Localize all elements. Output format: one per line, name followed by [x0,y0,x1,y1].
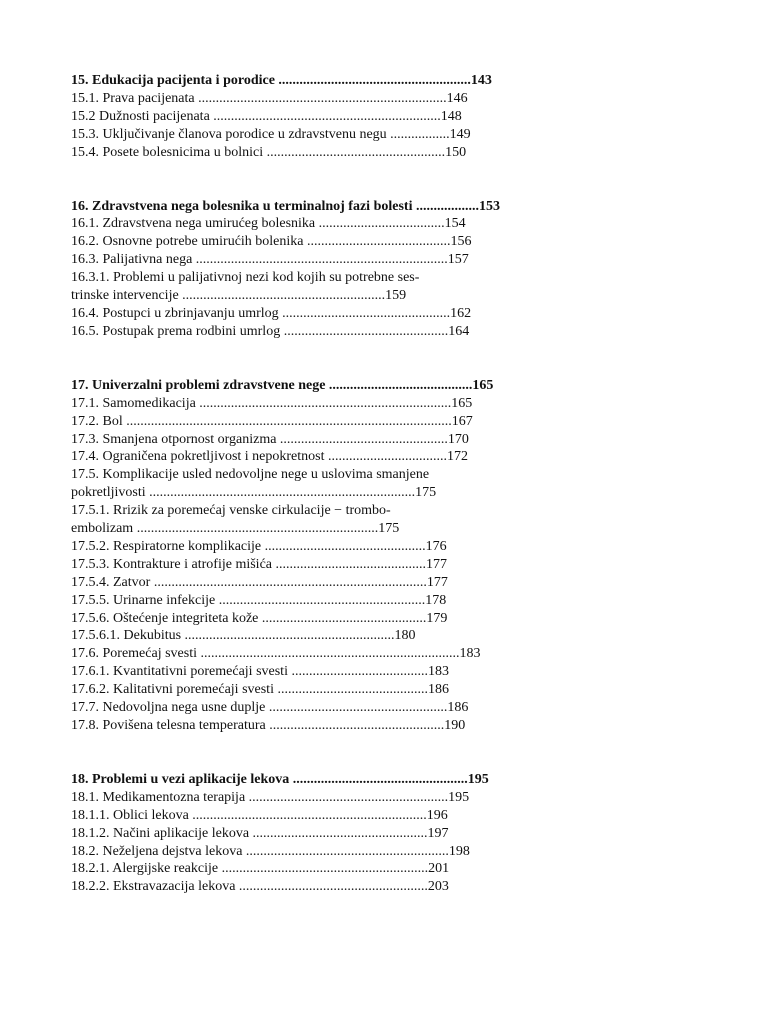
section-spacer [71,162,551,198]
section-spacer [71,341,551,377]
toc-section-15 [71,72,551,162]
toc-entry: 17.6.1. Kvantitativni poremećaji svesti .......................................183 [71,664,449,680]
toc-entry: 16.1. Zdravstvena nega umirućeg bolesnika ....................................154 [71,216,466,232]
toc-entry: 17.4. Ograničena pokretljivost i nepokretnost ..................................172 [71,449,468,465]
section-heading: 17. Univerzalni problemi zdravstvene nege .........................................165 [71,377,494,393]
toc-entry: 17.6. Poremećaj svesti ..........................................................................183 [71,646,481,662]
toc-entry: 17.6.2. Kalitativni poremećaji svesti ...........................................186 [71,682,449,698]
toc-entry: 16.2. Osnovne potrebe umirućih bolenika .........................................156 [71,234,472,250]
toc-entry: 17.5.4. Zatvor ..............................................................................177 [71,574,448,590]
toc-entry: 16.3.1. Problemi u palijativnoj nezi kod kojih su potrebne ses- [71,270,420,286]
toc-entry: 17.5. Komplikacije usled nedovoljne nege u uslovima smanjene [71,467,430,483]
toc-entry: 18.2.2. Ekstravazacija lekova ......................................................203 [71,879,449,895]
toc-entry: 17.5.1. Rrizik za poremećaj venske cirkulacije − trombo- [71,503,391,519]
toc-entry: 17.8. Povišena telesna temperatura ..................................................190 [71,718,466,733]
section-spacer [71,735,551,771]
toc-section-17 [71,377,551,735]
toc-entry: 16.4. Postupci u zbrinjavanju umrlog ................................................162 [71,305,472,321]
section-heading: 16. Zdravstvena nega bolesnika u terminalnoj fazi bolesti ..................153 [71,198,500,214]
toc-entry: 17.5.6. Oštećenje integriteta kože ...............................................179 [71,610,448,626]
toc-entry: 18.2.1. Alergijske reakcije ...........................................................201 [71,861,450,877]
toc-entry-continuation: trinske intervencije ..........................................................159 [71,288,407,304]
toc-entry: 16.3. Palijativna nega ........................................................................157 [71,252,469,268]
toc-entry-continuation: embolizam .....................................................................175 [71,521,400,537]
toc-entry: 15.3. Uključivanje članova porodice u zdravstvenu negu .................149 [71,126,471,142]
toc-entry: 16.5. Postupak prema rodbini umrlog ...............................................164 [71,323,470,339]
toc-entry: 17.5.3. Kontrakture i atrofije mišića ...........................................177 [71,556,447,572]
toc-entry: 18.1.2. Načini aplikacije lekova ..................................................197 [71,825,449,841]
toc-entry: 17.5.6.1. Dekubitus ............................................................180 [71,628,416,644]
toc-entry: 17.2. Bol .............................................................................................167 [71,413,473,429]
toc-entry: 18.2. Neželjena dejstva lekova ..........................................................198 [71,843,470,859]
toc-entry: 17.5.2. Respiratorne komplikacije ..............................................176 [71,538,447,554]
toc-entry: 18.1.1. Oblici lekova ...................................................................196 [71,807,448,823]
toc-entry: 15.4. Posete bolesnicima u bolnici ...................................................150 [71,144,467,160]
toc-entry: 18.1. Medikamentozna terapija .........................................................195 [71,789,470,805]
toc-entry: 15.1. Prava pacijenata .......................................................................146 [71,90,468,106]
toc-entry: 17.5.5. Urinarne infekcije ...........................................................178 [71,592,447,608]
toc-entry: 15.2 Dužnosti pacijenata .................................................................148 [71,108,462,124]
toc-entry: 17.1. Samomedikacija ........................................................................165 [71,395,473,411]
toc-section-18 [71,771,551,896]
toc-entry-continuation: pokretljivosti ............................................................................175 [71,485,437,501]
toc-entry: 17.3. Smanjena otpornost organizma ................................................170 [71,431,469,447]
toc-entry: 17.7. Nedovoljna nega usne duplje ...................................................186 [71,700,469,716]
section-heading: 15. Edukacija pacijenta i porodice .......................................................143 [71,73,492,88]
table-of-contents [71,72,551,896]
section-heading: 18. Problemi u vezi aplikacije lekova ..................................................195 [71,771,489,787]
toc-section-16 [71,198,551,341]
